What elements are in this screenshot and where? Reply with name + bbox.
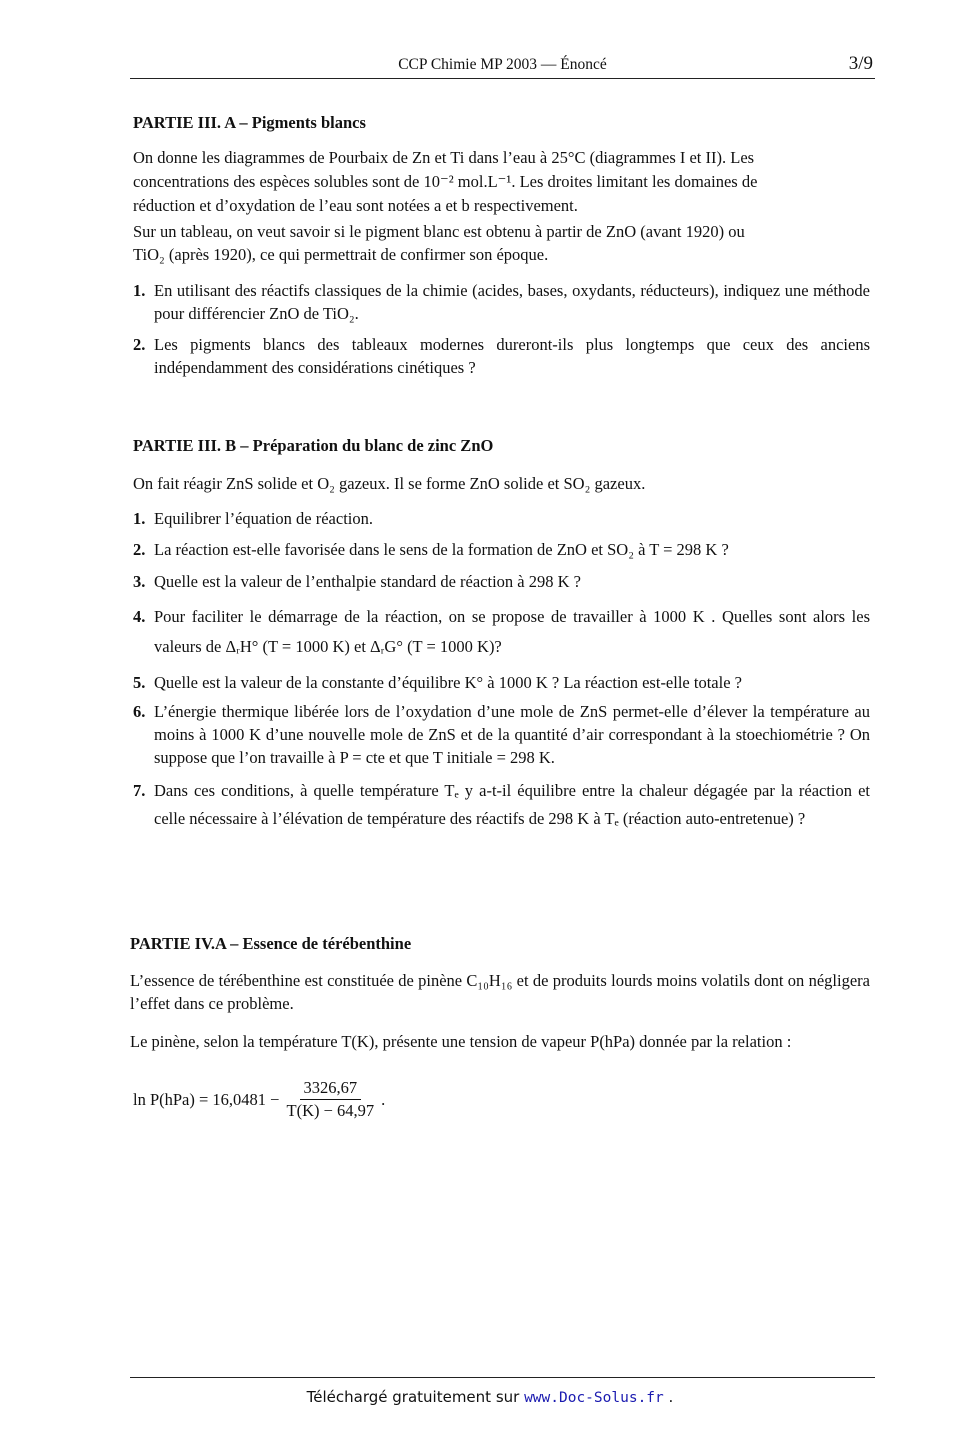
footer-end: . — [663, 1388, 674, 1406]
formula-end: . — [381, 1089, 386, 1109]
part4a-heading: PARTIE IV.A – Essence de térébenthine — [130, 934, 412, 953]
list-item: 5. Quelle est la valeur de la constante d’équilibre K° à 1000 K ? La réaction est-elle totale ? — [133, 673, 742, 692]
header-title: CCP Chimie MP 2003 — Énoncé — [398, 56, 607, 73]
part3a-para2 — [133, 220, 870, 266]
page-number: 3/9 — [848, 53, 873, 74]
list-item: 2. La réaction est-elle favorisée dans le sens de la formation de ZnO et SO₂ à T = 298 K ? — [133, 540, 729, 559]
page-footer — [0, 1388, 980, 1406]
part3a-heading: PARTIE III. A – Pigments blancs — [133, 113, 366, 132]
footer-divider — [130, 1377, 875, 1378]
part3b-intro: On fait réagir ZnS solide et O₂ gazeux. Il se forme ZnO solide et SO₂ gazeux. — [133, 474, 646, 493]
part3a-para1-line1: On donne les diagrammes de Pourbaix de Zn et Ti dans l’eau à 25°C (diagrammes I et II). Les — [133, 148, 755, 167]
part3a-para2-line2: TiO₂ (après 1920), ce qui permettrait de confirmer son époque. — [133, 245, 549, 264]
part4a-para1: L’essence de térébenthine est constituée de pinène C₁₀H₁₆ et de produits lourds moins volatils dont on négligera l’effet dans ce problème. — [130, 971, 870, 1013]
part3a-question-list — [133, 279, 870, 379]
list-item: 7. Dans ces conditions, à quelle température Tₑ y a-t-il équilibre entre la chaleur dégagée par la réaction et celle nécessaire à l’élévation de température des réactifs de 298 K à Tₑ (réaction auto-entretenue) ? — [133, 781, 870, 828]
part3a-para2-line1: Sur un tableau, on veut savoir si le pigment blanc est obtenu à partir de ZnO (avant 1920) ou — [133, 222, 745, 241]
part3a-para1-line3: réduction et d’oxydation de l’eau sont notées a et b respectivement. — [133, 196, 578, 215]
list-item: 4. Pour faciliter le démarrage de la réaction, on se propose de travailler à 1000 K . Quelles sont alors les valeurs de ΔᵣH° (T = 1000 K) et ΔᵣG° (T = 1000 K)? — [133, 607, 870, 656]
formula-fraction — [283, 1078, 379, 1121]
part4a-para2: Le pinène, selon la température T(K), présente une tension de vapeur P(hPa) donnée par la relation : — [130, 1032, 792, 1051]
list-item: 3. Quelle est la valeur de l’enthalpie standard de réaction à 298 K ? — [133, 572, 581, 591]
part3b-heading: PARTIE III. B – Préparation du blanc de zinc ZnO — [133, 436, 494, 455]
list-item: 1. En utilisant des réactifs classiques de la chimie (acides, bases, oxydants, réducteurs), indiquez une méthode pour différencier ZnO de TiO₂. — [133, 281, 870, 323]
list-item: 6. L’énergie thermique libérée lors de l’oxydation d’une mole de ZnS permet-elle d’élever la température au moins à 1000 K d’une nouvelle mole de ZnS et de la quantité d’air correspondant à la stoechiométrie ? On suppose que l’on travaille à P = cte et que T initiale = 298 K. — [133, 702, 870, 767]
part3b-question-list — [133, 507, 870, 833]
list-item: 2. Les pigments blancs des tableaux modernes dureront-ils plus longtemps que ceux des anciens indépendamment des considérations cinétiques ? — [133, 335, 870, 377]
footer-link[interactable]: www.Doc-Solus.fr — [524, 1390, 664, 1406]
page-header — [130, 52, 875, 79]
footer-text: Téléchargé gratuitement sur — [306, 1388, 525, 1406]
list-item: 1. Equilibrer l’équation de réaction. — [133, 509, 373, 528]
formula-lhs: ln P(hPa) = 16,0481 − — [133, 1089, 280, 1109]
formula-numerator: 3326,67 — [300, 1078, 362, 1100]
part3a-para1-line2: concentrations des espèces solubles sont de 10⁻² mol.L⁻¹. Les droites limitant les domaines de — [133, 172, 758, 191]
formula-denominator: T(K) − 64,97 — [286, 1101, 375, 1120]
part3a-para1 — [133, 146, 870, 218]
vapor-pressure-formula — [133, 1078, 385, 1121]
